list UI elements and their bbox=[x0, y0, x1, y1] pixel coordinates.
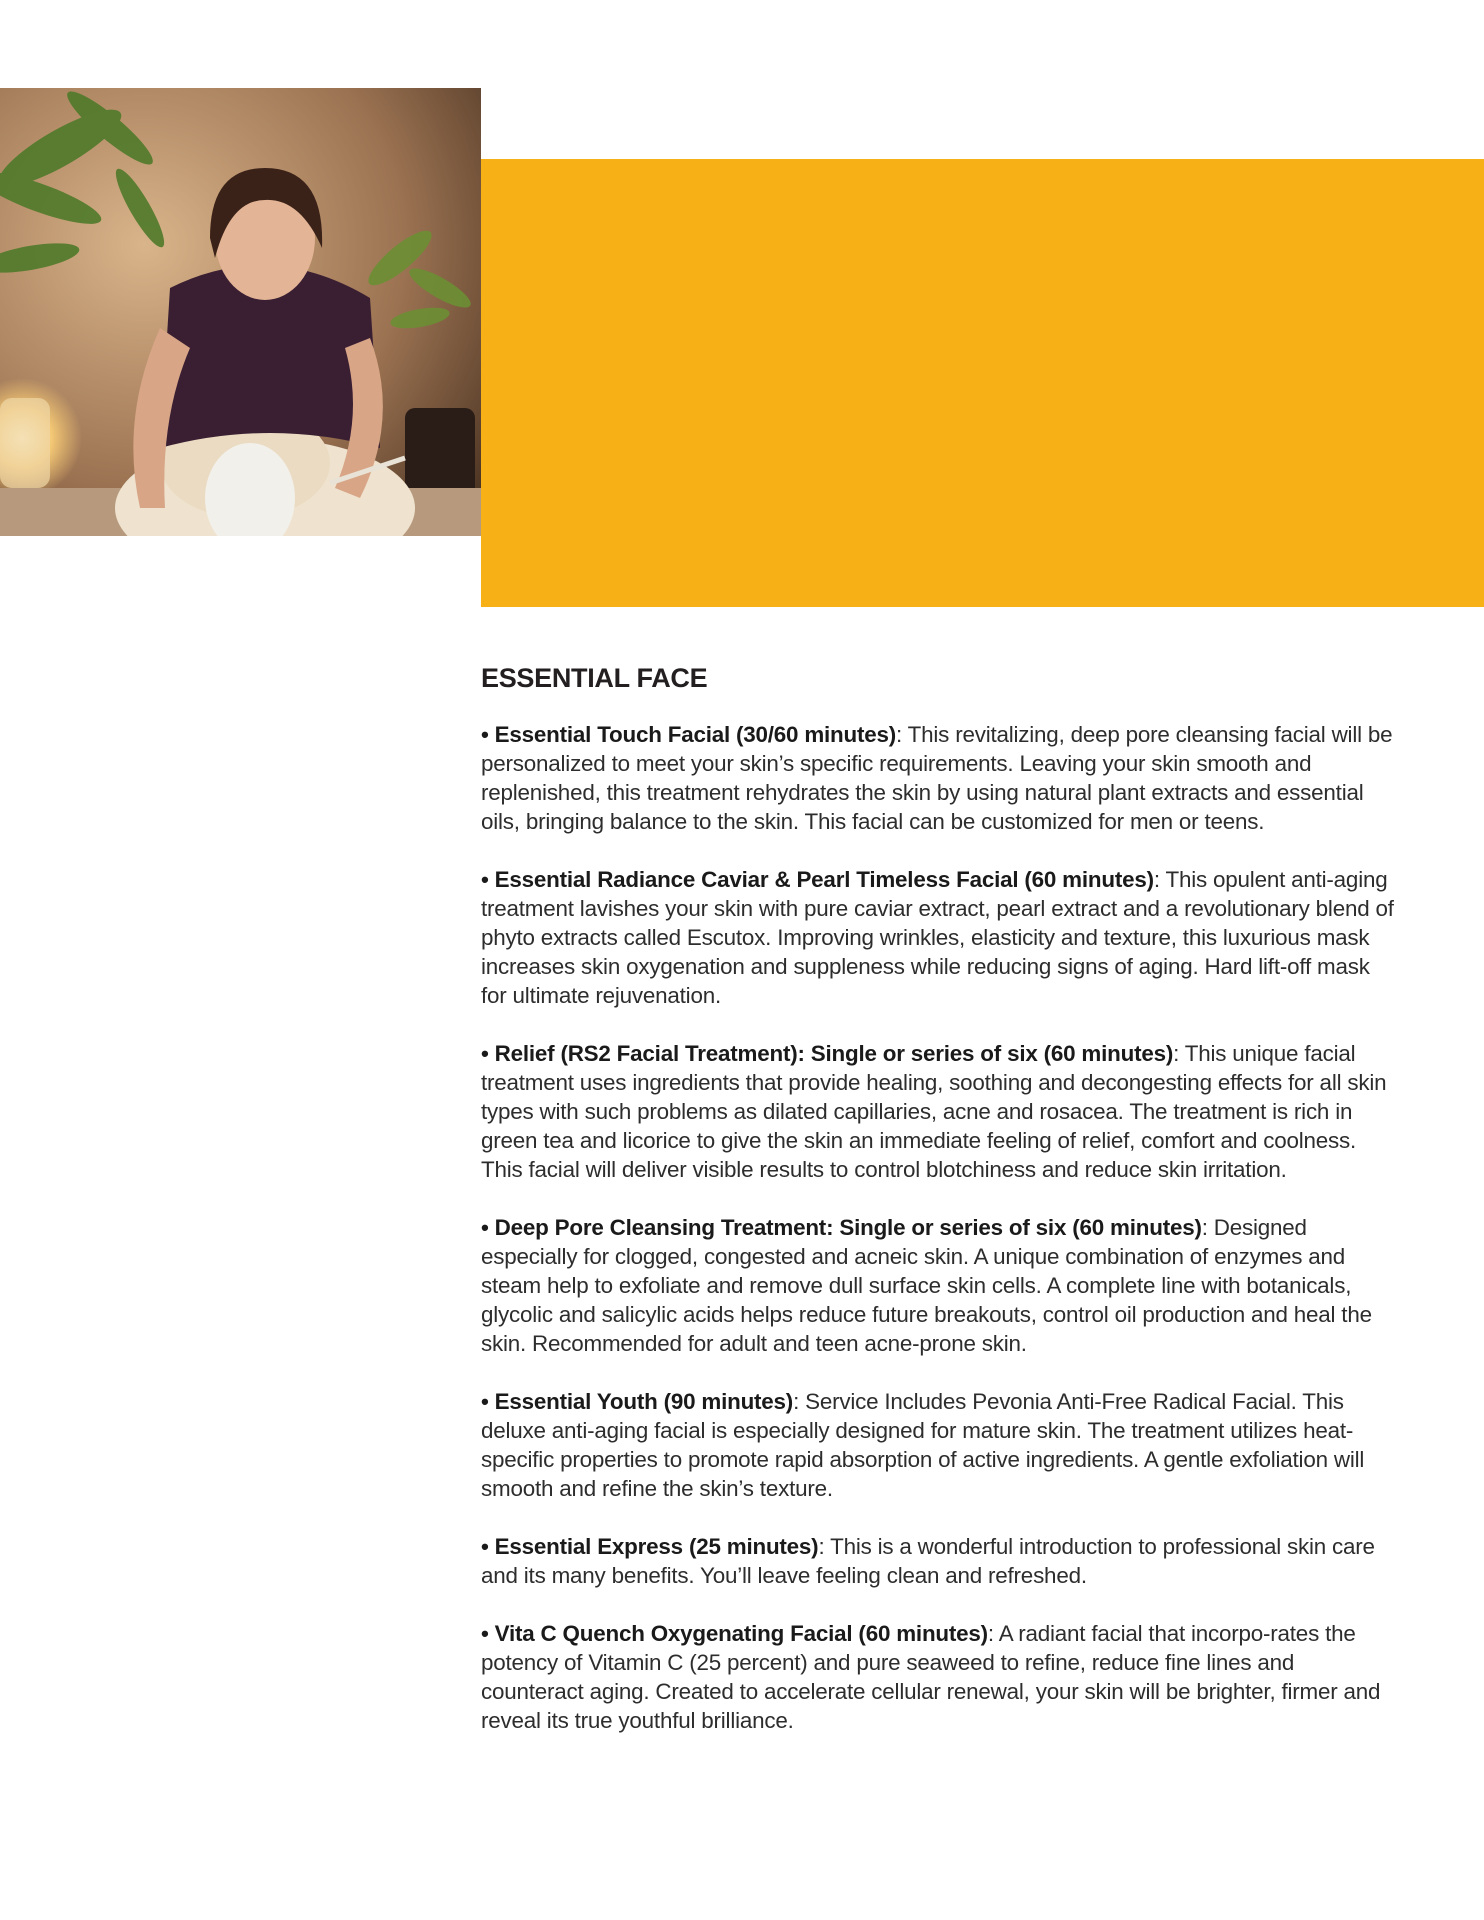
service-description: : A radiant facial that incorpo-rates the potency of Vitamin C (25 percent) and pure seaweed to refine, reduce fine lines and counteract aging. Created to accelerate cellular renewal, your skin will be brighter, firmer and reveal its true youthful brilliance. bbox=[481, 1621, 1381, 1733]
service-description: : This revitalizing, deep pore cleansing facial will be personalized to meet your skin’s specific requirements. Leaving your skin smooth and replenished, this treatment rehydrates the skin by using natural plant extracts and essential oils, bringing balance to the skin. This facial can be customized for men or teens. bbox=[481, 722, 1393, 834]
service-description: : This opulent anti-aging treatment lavishes your skin with pure caviar extract, pearl extract and a revolutionary blend of phyto extracts called Escutox. Improving wrinkles, elasticity and texture, this luxurious mask increases skin oxygenation and suppleness while reducing signs of aging. Hard lift-off mask for ultimate rejuvenation. bbox=[481, 867, 1394, 1008]
service-item bbox=[481, 1387, 1401, 1503]
service-item bbox=[481, 720, 1401, 836]
service-item bbox=[481, 1213, 1401, 1358]
service-name: • Essential Youth (90 minutes) bbox=[481, 1389, 794, 1414]
service-item bbox=[481, 1532, 1401, 1590]
service-description: : Service Includes Pevonia Anti-Free Radical Facial. This deluxe anti-aging facial is especially designed for mature skin. The treatment utilizes heat-specific properties to promote rapid absorption of active ingredients. A gentle exfoliation will smooth and refine the skin’s texture. bbox=[481, 1389, 1365, 1501]
service-item bbox=[481, 865, 1401, 1010]
service-item bbox=[481, 1619, 1401, 1735]
service-name: • Essential Touch Facial (30/60 minutes) bbox=[481, 722, 897, 747]
service-name: • Essential Radiance Caviar & Pearl Timeless Facial (60 minutes) bbox=[481, 867, 1154, 892]
service-name: • Deep Pore Cleansing Treatment: Single or series of six (60 minutes) bbox=[481, 1215, 1202, 1240]
accent-color-block bbox=[481, 159, 1484, 607]
service-description: : This is a wonderful introduction to professional skin care and its many benefits. You’ll leave feeling clean and refreshed. bbox=[481, 1534, 1375, 1588]
service-description: : Designed especially for clogged, congested and acneic skin. A unique combination of enzymes and steam help to exfoliate and remove dull surface skin cells. A complete line with botanicals, glycolic and salicylic acids helps reduce future breakouts, control oil production and heal the skin. Recommended for adult and teen acne-prone skin. bbox=[481, 1215, 1372, 1356]
service-item bbox=[481, 1039, 1401, 1184]
service-name: • Relief (RS2 Facial Treatment): Single or series of six (60 minutes) bbox=[481, 1041, 1174, 1066]
main-content bbox=[481, 660, 1401, 1764]
service-name: • Essential Express (25 minutes) bbox=[481, 1534, 819, 1559]
section-title: ESSENTIAL FACE bbox=[481, 663, 708, 693]
facial-treatment-photo bbox=[0, 88, 481, 536]
service-description: : This unique facial treatment uses ingredients that provide healing, soothing and decongesting effects for all skin types with such problems as dilated capillaries, acne and rosacea. The treatment is rich in green tea and licorice to give the skin an immediate feeling of relief, comfort and coolness. This facial will deliver visible results to control blotchiness and reduce skin irritation. bbox=[481, 1041, 1387, 1182]
service-name: • Vita C Quench Oxygenating Facial (60 minutes) bbox=[481, 1621, 988, 1646]
